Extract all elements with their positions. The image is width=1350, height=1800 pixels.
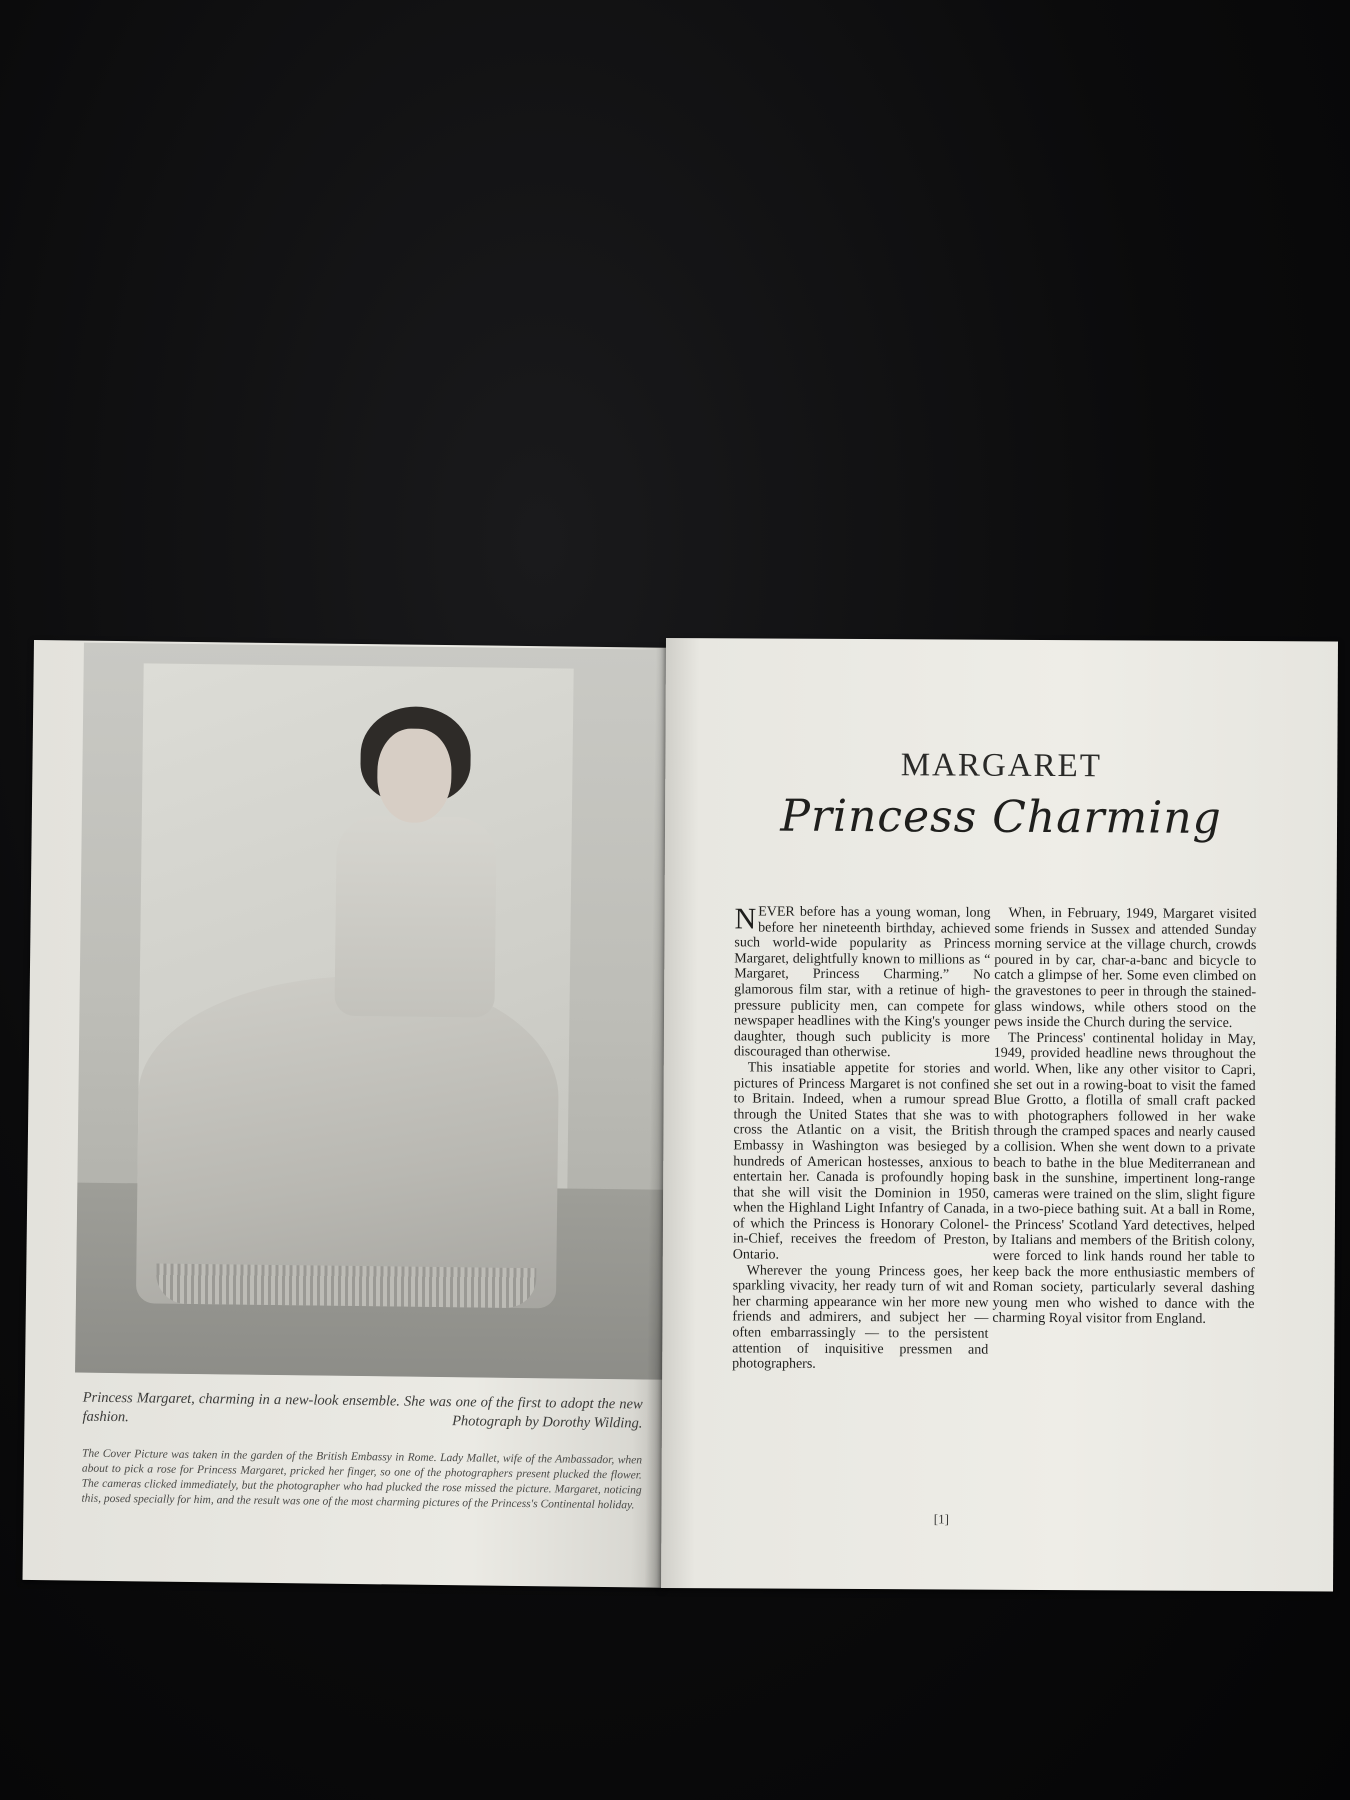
paragraph: The Princess' continental holiday in May, 1949, provided headline news throughout the world. When, like any other visitor to Capri, she set out in a rowing-boat to visit the famed Blue Grotto, a flotilla of small craft packed with photographers followed in her wake through the cramped spaces and nearly caused a collision. When she went down to a private beach to bathe in the blue Mediterranean and bask in the sunshine, impertinent long-range cameras were trained on the slim, slight figure in a two-piece bathing suit. At a ball in Rome, the Princess' Scotland Yard detectives, helped by Italians and members of the British colony, were forced to link hands round her table to keep back the more enthusiastic members of Roman society, particularly several dashing young men who wished to dance with the charming Royal visitor from England. <box>992 1030 1256 1328</box>
article-subtitle: Princess Charming <box>780 790 1222 844</box>
paragraph-text: EVER before has a young woman, long before her nineteenth birthday, achieved such world-wide popularity as Princess Margaret, delightfully known to millions as “ Margaret, Princess Charming.” No glamorous film star, with a retinue of high-pressure publicity men, can compete for newspaper headlines with the King's younger daughter, though such publicity is more discouraged than otherwise. <box>733 904 991 1061</box>
portrait-photo <box>75 643 674 1380</box>
paragraph: When, in February, 1949, Margaret visited some friends in Sussex and attended Sunday morning service at the village church, crowds poured in by car, char-a-banc and bicycle to catch a glimpse of her. Some even climbed on the gravestones to peer in through the stained-glass windows, while others stood on the pews inside the Church during the service. <box>993 905 1257 1032</box>
paragraph: This insatiable appetite for stories and pictures of Princess Margaret is not confined to Britain. Indeed, when a rumour spread through the United States that she was to cross the Atlantic on a visit, the British Embassy in Washington was besieged by hundreds of American hostesses, anxious to entertain her. Canada is profoundly hoping that she will visit the Dominion in 1950, when the Highland Light Infantry of Canada, of which the Princess is Honorary Colonel-in-Chief, receives the freedom of Preston, Ontario. <box>732 1060 990 1263</box>
photo-face <box>377 728 452 823</box>
photo-bodice <box>334 816 496 1018</box>
article-column-2 <box>992 906 1256 1328</box>
article-column-1 <box>732 904 990 1373</box>
left-page <box>23 640 674 1588</box>
photo-credit: Photograph by Dorothy Wilding. <box>452 1413 643 1432</box>
photo-skirt-hem <box>156 1264 536 1309</box>
paragraph: Wherever the young Princess goes, her sparkling vivacity, her ready turn of wit and her charming appearance win her more new friends and admirers, and subject her — often embarrassingly — to the persistent attention of inquisitive pressmen and photographers. <box>732 1263 989 1373</box>
article-title: MARGARET <box>900 747 1103 785</box>
photo-skirt <box>136 973 560 1308</box>
paragraph <box>734 904 991 1061</box>
photo-caption: Princess Margaret, charming in a new-look ensemble. She was one of the first to adopt the new fashion. <box>82 1389 643 1426</box>
cover-picture-note: The Cover Picture was taken in the garden of the British Embassy in Rome. Lady Mallet, wife of the Ambassador, when about to pick a rose for Princess Margaret, pricked her finger, so one of the photographers present plucked the flower. The cameras clicked immediately, but the photographer who had plucked the rose missed the picture. Margaret, noticing this, posed specially for him, and the result was one of the most charming pictures of the Princess's Continental holiday. <box>81 1447 643 1512</box>
right-page <box>661 638 1338 1592</box>
drop-cap: N <box>734 902 757 936</box>
page-number: [1] <box>933 1511 950 1527</box>
